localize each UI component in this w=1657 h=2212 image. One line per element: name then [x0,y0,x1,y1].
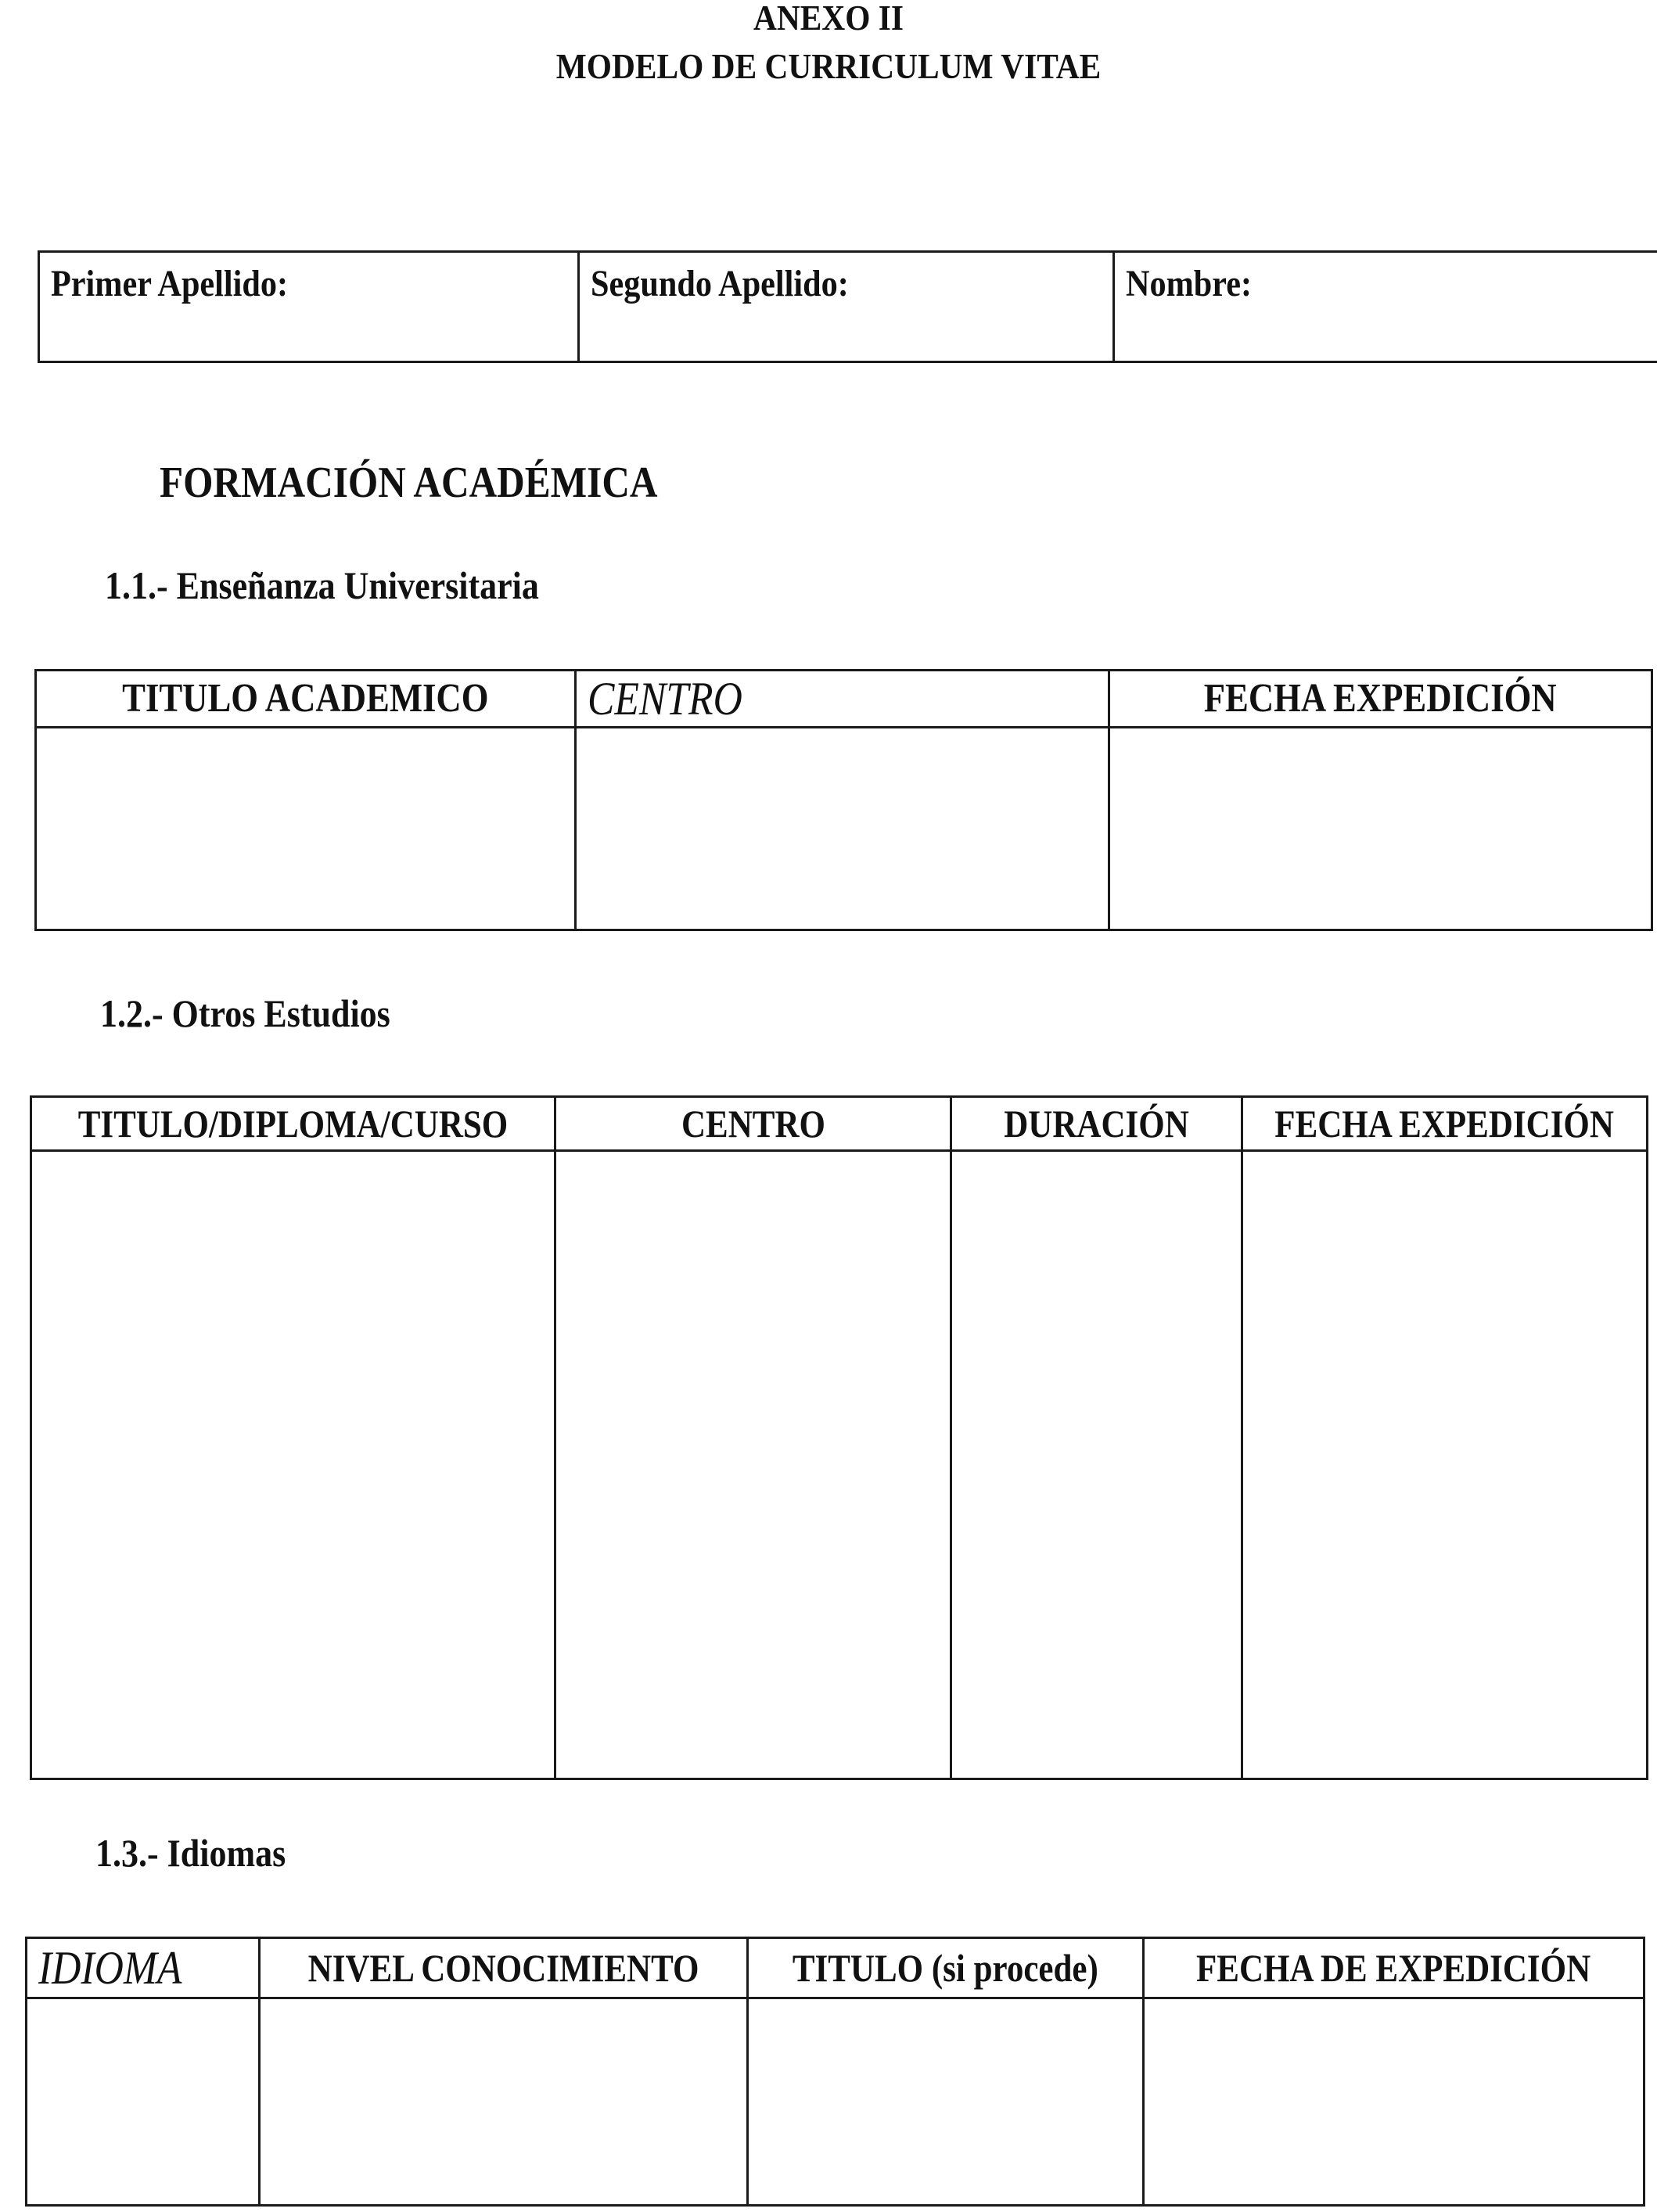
centro-cell[interactable] [576,728,1109,930]
column-header-idioma: IDIOMA [27,1938,260,1998]
idioma-cell[interactable] [27,1998,260,2206]
fecha-expedicion-cell[interactable] [1242,1151,1648,1779]
column-header-fecha-expedicion: FECHA EXPEDICIÓN [1242,1097,1648,1151]
centro-cell[interactable] [555,1151,951,1779]
name-field[interactable] [1114,252,1657,362]
column-header-centro: CENTRO [576,671,1109,728]
first-surname-field[interactable] [39,252,579,362]
subsection-title-universitaria: 1.1.- Enseñanza Universitaria [105,563,539,607]
table-row [36,728,1652,930]
annex-label: ANEXO II [753,0,904,38]
formacion-title-text: FORMACIÓN ACADÉMICA [160,459,658,507]
column-header-titulo-diploma-curso: TITULO/DIPLOMA/CURSO [31,1097,555,1151]
name-table [38,250,1657,363]
second-surname-field[interactable] [579,252,1114,362]
column-header-nivel-conocimiento: NIVEL CONOCIMIENTO [260,1938,748,1998]
first-surname-label: Primer Apellido: [51,263,289,304]
duracion-cell[interactable] [951,1151,1242,1779]
name-row [39,252,1657,362]
name-label: Nombre: [1126,263,1253,304]
nivel-conocimiento-cell[interactable] [260,1998,748,2206]
table-row [31,1151,1648,1779]
fecha-de-expedicion-cell[interactable] [1144,1998,1644,2206]
table-header-row [27,1938,1644,1998]
fecha-expedicion-cell[interactable] [1109,728,1652,930]
universitaria-table [34,669,1653,931]
otros-estudios-table [30,1095,1648,1780]
column-header-duracion: DURACIÓN [951,1097,1242,1151]
column-header-titulo-academico: TITULO ACADEMICO [36,671,576,728]
subsection-title-idiomas: 1.3.- Idiomas [95,1831,286,1875]
titulo-diploma-curso-cell[interactable] [31,1151,555,1779]
column-header-titulo-si-procede: TITULO (si procede) [748,1938,1144,1998]
second-surname-label: Segundo Apellido: [591,263,849,304]
table-row [27,1998,1644,2206]
titulo-si-procede-cell[interactable] [748,1998,1144,2206]
column-header-fecha-expedicion: FECHA EXPEDICIÓN [1109,671,1652,728]
table-header-row [31,1097,1648,1151]
column-header-centro: CENTRO [555,1097,951,1151]
section-title-formacion [160,455,658,510]
titulo-academico-cell[interactable] [36,728,576,930]
subsection-title-otros-estudios: 1.2.- Otros Estudios [100,991,390,1035]
table-header-row [36,671,1652,728]
column-header-fecha-de-expedicion: FECHA DE EXPEDICIÓN [1144,1938,1644,1998]
idiomas-table [25,1937,1645,2207]
page-header [83,0,1574,91]
document-title: MODELO DE CURRICULUM VITAE [555,46,1102,86]
